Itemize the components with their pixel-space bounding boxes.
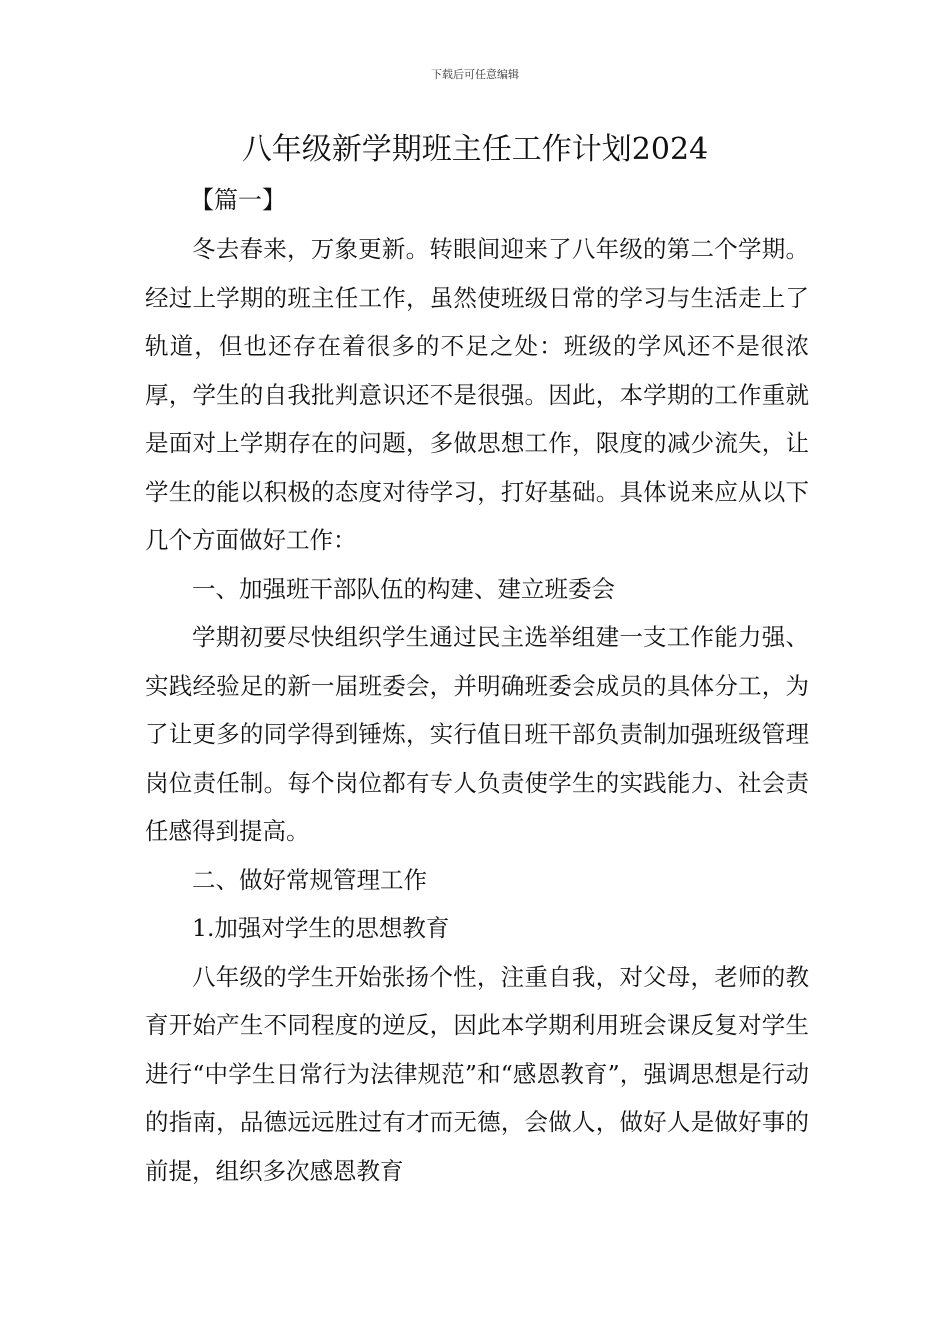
heading-class-committee: 一、加强班干部队伍的构建、建立班委会 [192,574,615,603]
heading-routine-management: 二、做好常规管理工作 [192,865,427,894]
header-note: 下载后可任意编辑 [431,68,519,81]
document-title: 八年级新学期班主任工作计划2024 [241,132,709,167]
paragraph-ideological-education: 八年级的学生开始张扬个性，注重自我，对父母，老师的教育开始产生不同程度的逆反，因此本学期利用班会课反复对学生进行“中学生日常行为法律规范”和“感恩教育”，强调思想是行动的指南，品德远远胜过有才而无德，会做人，做好人是做好事的前提，组织多次感恩教育 [145,962,809,1185]
subheading-ideological-education: 1.加强对学生的思想教育 [192,914,450,942]
paragraph-intro: 冬去春来，万象更新。转眼间迎来了八年级的第二个学期。经过上学期的班主任工作，虽然使班级日常的学习与生活走上了轨道，但也还存在着很多的不足之处：班级的学风还不是很浓厚，学生的自我批判意识还不是很强。因此，本学期的工作重就是面对上学期存在的问题，多做思想工作，限度的减少流失，让学生的能以积极的态度对待学习，打好基础。具体说来应从以下几个方面做好工作： [145,235,809,554]
document-body [145,225,809,1195]
paragraph-class-committee: 学期初要尽快组织学生通过民主选举组建一支工作能力强、实践经验足的新一届班委会，并明确班委会成员的具体分工，为了让更多的同学得到锤炼，实行值日班干部负责制加强班级管理岗位责任制。每个岗位都有专人负责使学生的实践能力、社会责任感得到提高。 [145,623,809,845]
section-label: 【篇一】 [190,186,286,214]
